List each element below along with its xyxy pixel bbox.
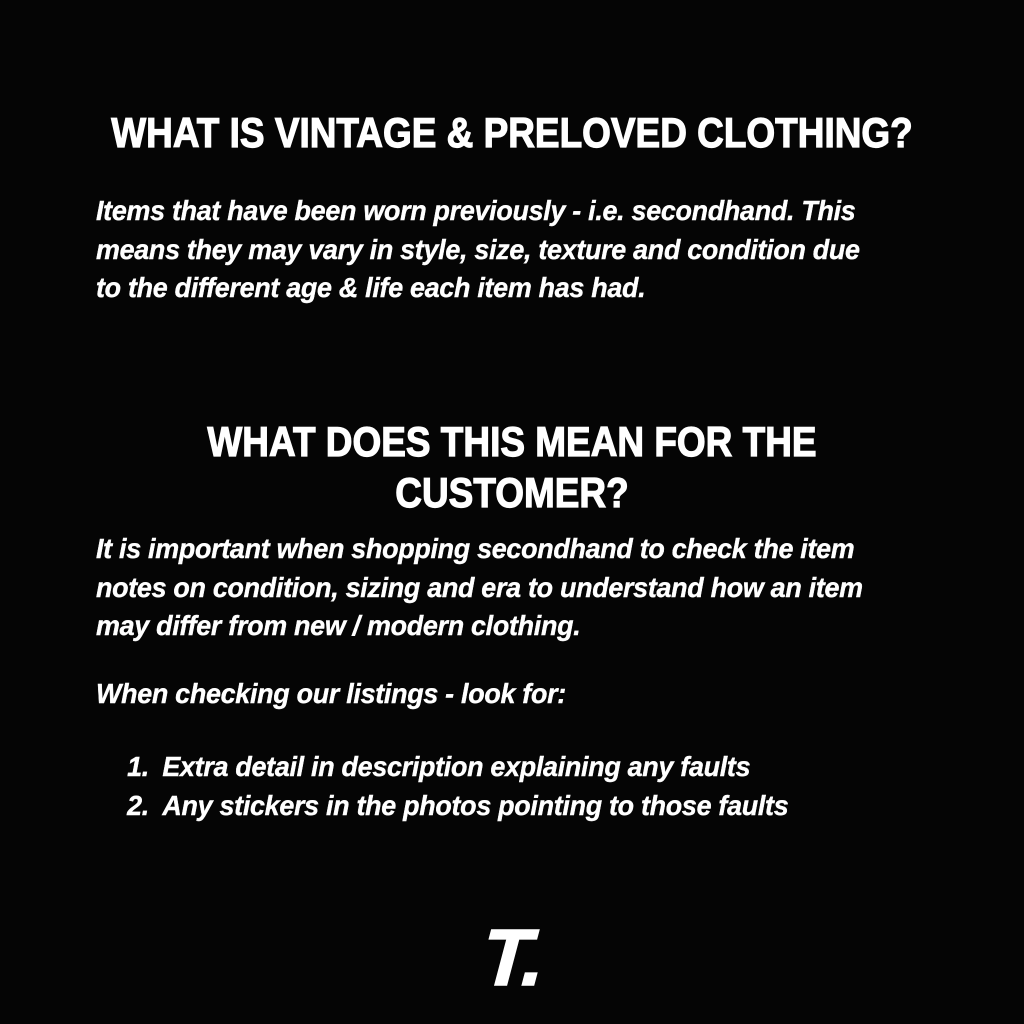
brand-logo: T. xyxy=(479,913,545,1002)
customer-heading xyxy=(61,416,962,518)
customer-line-2: notes on condition, sizing and era to understand how an item xyxy=(96,571,863,603)
checklist xyxy=(124,748,788,825)
intro-paragraph xyxy=(96,192,860,308)
checklist-item-2-number: 2. xyxy=(127,789,149,821)
checklist-item-1-text: Extra detail in description explaining any faults xyxy=(162,751,751,782)
intro-line-2: means they may vary in style, size, texture and condition due xyxy=(96,233,860,265)
customer-heading-line-2: CUSTOMER? xyxy=(395,468,629,516)
checklist-item-1 xyxy=(124,748,788,787)
main-title: WHAT IS VINTAGE & PRELOVED CLOTHING? xyxy=(111,109,913,157)
checklist-item-2-text: Any stickers in the photos pointing to those faults xyxy=(162,789,789,821)
customer-paragraph xyxy=(96,530,863,646)
customer-line-3: may differ from new / modern clothing. xyxy=(96,610,581,641)
intro-line-1: Items that have been worn previously - i.e. secondhand. This xyxy=(96,195,856,226)
checklist-item-1-number: 1. xyxy=(127,751,149,782)
checklist-item-2 xyxy=(124,787,788,826)
customer-heading-line-1: WHAT DOES THIS MEAN FOR THE xyxy=(207,417,817,465)
intro-line-3: to the different age & life each item has had. xyxy=(96,272,646,303)
customer-line-1: It is important when shopping secondhand to check the item xyxy=(96,533,855,564)
listings-intro: When checking our listings - look for: xyxy=(96,678,566,709)
